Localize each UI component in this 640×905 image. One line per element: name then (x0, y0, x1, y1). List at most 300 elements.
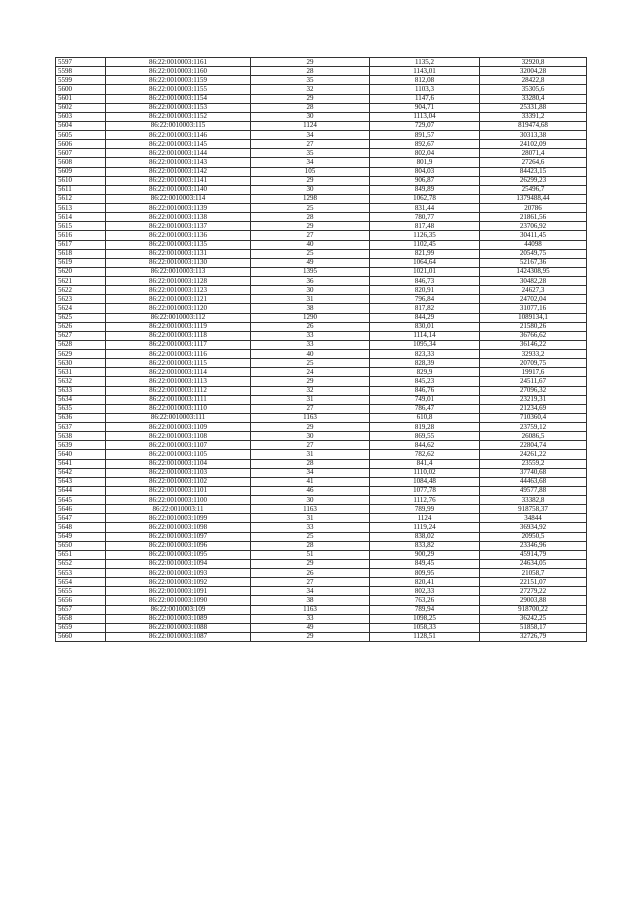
area-cell: 1163 (251, 605, 370, 614)
row-number-cell: 5629 (56, 350, 106, 359)
row-number-cell: 5633 (56, 386, 106, 395)
area-cell: 28 (251, 67, 370, 76)
specific-value-cell: 801,9 (370, 158, 480, 167)
row-number-cell: 5643 (56, 477, 106, 486)
specific-value-cell: 1098,25 (370, 614, 480, 623)
area-cell: 30 (251, 185, 370, 194)
area-cell: 28 (251, 213, 370, 222)
cadastral-value-cell: 26086,5 (480, 432, 587, 441)
cadastral-value-cell: 32004,28 (480, 67, 587, 76)
specific-value-cell: 844,29 (370, 313, 480, 322)
specific-value-cell: 763,26 (370, 596, 480, 605)
specific-value-cell: 819,28 (370, 423, 480, 432)
table-row (56, 596, 587, 605)
area-cell: 27 (251, 578, 370, 587)
area-cell: 34 (251, 131, 370, 140)
cadastral-number-cell: 86:22:0010003:1112 (106, 386, 251, 395)
area-cell: 1163 (251, 413, 370, 422)
specific-value-cell: 796,84 (370, 295, 480, 304)
area-cell: 32 (251, 386, 370, 395)
area-cell: 26 (251, 569, 370, 578)
area-cell: 33 (251, 331, 370, 340)
cadastral-number-cell: 86:22:0010003:1114 (106, 368, 251, 377)
table-row (56, 505, 587, 514)
row-number-cell: 5645 (56, 496, 106, 505)
row-number-cell: 5606 (56, 140, 106, 149)
row-number-cell: 5627 (56, 331, 106, 340)
area-cell: 25 (251, 532, 370, 541)
specific-value-cell: 1113,04 (370, 112, 480, 121)
area-cell: 1124 (251, 121, 370, 130)
cadastral-value-cell: 32726,79 (480, 632, 587, 641)
row-number-cell: 5654 (56, 578, 106, 587)
table-row (56, 587, 587, 596)
specific-value-cell: 789,99 (370, 505, 480, 514)
specific-value-cell: 729,07 (370, 121, 480, 130)
specific-value-cell: 782,62 (370, 450, 480, 459)
table-row (56, 267, 587, 276)
table-row (56, 222, 587, 231)
row-number-cell: 5604 (56, 121, 106, 130)
table-row (56, 131, 587, 140)
cadastral-value-cell: 33391,2 (480, 112, 587, 121)
row-number-cell: 5614 (56, 213, 106, 222)
cadastral-number-cell: 86:22:0010003:1116 (106, 350, 251, 359)
cadastral-number-cell: 86:22:0010003:1123 (106, 286, 251, 295)
area-cell: 29 (251, 377, 370, 386)
table-row (56, 559, 587, 568)
specific-value-cell: 780,77 (370, 213, 480, 222)
specific-value-cell: 610,8 (370, 413, 480, 422)
area-cell: 26 (251, 322, 370, 331)
cadastral-number-cell: 86:22:0010003:1102 (106, 477, 251, 486)
cadastral-number-cell: 86:22:0010003:1117 (106, 340, 251, 349)
cadastral-value-cell: 24261,22 (480, 450, 587, 459)
row-number-cell: 5626 (56, 322, 106, 331)
row-number-cell: 5646 (56, 505, 106, 514)
cadastral-value-table (55, 57, 587, 642)
table-row (56, 605, 587, 614)
cadastral-number-cell: 86:22:0010003:1118 (106, 331, 251, 340)
cadastral-number-cell: 86:22:0010003:1120 (106, 304, 251, 313)
row-number-cell: 5631 (56, 368, 106, 377)
row-number-cell: 5640 (56, 450, 106, 459)
cadastral-value-cell: 33280,4 (480, 94, 587, 103)
table-row (56, 249, 587, 258)
row-number-cell: 5648 (56, 523, 106, 532)
table-row (56, 496, 587, 505)
area-cell: 36 (251, 277, 370, 286)
area-cell: 35 (251, 76, 370, 85)
row-number-cell: 5628 (56, 340, 106, 349)
cadastral-value-cell: 25331,88 (480, 103, 587, 112)
table-row (56, 58, 587, 67)
cadastral-number-cell: 86:22:0010003:1143 (106, 158, 251, 167)
table-row (56, 67, 587, 76)
row-number-cell: 5638 (56, 432, 106, 441)
cadastral-number-cell: 86:22:0010003:1110 (106, 404, 251, 413)
cadastral-value-cell: 49577,88 (480, 486, 587, 495)
cadastral-value-cell: 30482,28 (480, 277, 587, 286)
cadastral-value-cell: 22804,74 (480, 441, 587, 450)
table-row (56, 340, 587, 349)
cadastral-value-cell: 23706,92 (480, 222, 587, 231)
specific-value-cell: 904,71 (370, 103, 480, 112)
table-row (56, 331, 587, 340)
table-row (56, 614, 587, 623)
specific-value-cell: 828,39 (370, 359, 480, 368)
cadastral-value-cell: 32920,8 (480, 58, 587, 67)
cadastral-value-cell: 23559,2 (480, 459, 587, 468)
cadastral-number-cell: 86:22:0010003:1108 (106, 432, 251, 441)
table-row (56, 277, 587, 286)
row-number-cell: 5647 (56, 514, 106, 523)
table-row (56, 94, 587, 103)
row-number-cell: 5600 (56, 85, 106, 94)
table-row (56, 121, 587, 130)
specific-value-cell: 1126,35 (370, 231, 480, 240)
table-row (56, 432, 587, 441)
row-number-cell: 5601 (56, 94, 106, 103)
cadastral-number-cell: 86:22:0010003:1136 (106, 231, 251, 240)
table-row (56, 569, 587, 578)
cadastral-number-cell: 86:22:0010003:1144 (106, 149, 251, 158)
cadastral-value-cell: 25496,7 (480, 185, 587, 194)
specific-value-cell: 1064,64 (370, 258, 480, 267)
area-cell: 25 (251, 359, 370, 368)
cadastral-value-cell: 36242,25 (480, 614, 587, 623)
table-row (56, 450, 587, 459)
table-row (56, 140, 587, 149)
specific-value-cell: 846,73 (370, 277, 480, 286)
specific-value-cell: 838,02 (370, 532, 480, 541)
specific-value-cell: 849,45 (370, 559, 480, 568)
specific-value-cell: 820,91 (370, 286, 480, 295)
area-cell: 40 (251, 240, 370, 249)
cadastral-number-cell: 86:22:0010003:1137 (106, 222, 251, 231)
cadastral-value-cell: 36146,22 (480, 340, 587, 349)
row-number-cell: 5618 (56, 249, 106, 258)
specific-value-cell: 1112,76 (370, 496, 480, 505)
area-cell: 27 (251, 404, 370, 413)
row-number-cell: 5655 (56, 587, 106, 596)
area-cell: 31 (251, 450, 370, 459)
cadastral-value-cell: 918700,22 (480, 605, 587, 614)
row-number-cell: 5635 (56, 404, 106, 413)
row-number-cell: 5637 (56, 423, 106, 432)
cadastral-value-cell: 21058,7 (480, 569, 587, 578)
cadastral-number-cell: 86:22:0010003:1096 (106, 541, 251, 550)
table-row (56, 258, 587, 267)
specific-value-cell: 812,08 (370, 76, 480, 85)
area-cell: 38 (251, 596, 370, 605)
area-cell: 1163 (251, 505, 370, 514)
specific-value-cell: 1147,6 (370, 94, 480, 103)
area-cell: 24 (251, 368, 370, 377)
row-number-cell: 5624 (56, 304, 106, 313)
row-number-cell: 5649 (56, 532, 106, 541)
area-cell: 27 (251, 140, 370, 149)
cadastral-value-cell: 819474,68 (480, 121, 587, 130)
area-cell: 30 (251, 112, 370, 121)
area-cell: 34 (251, 158, 370, 167)
cadastral-value-cell: 30313,38 (480, 131, 587, 140)
table-row (56, 468, 587, 477)
cadastral-number-cell: 86:22:0010003:109 (106, 605, 251, 614)
area-cell: 29 (251, 632, 370, 641)
cadastral-number-cell: 86:22:0010003:1146 (106, 131, 251, 140)
specific-value-cell: 786,47 (370, 404, 480, 413)
table-row (56, 350, 587, 359)
specific-value-cell: 830,01 (370, 322, 480, 331)
specific-value-cell: 1110,02 (370, 468, 480, 477)
area-cell: 32 (251, 85, 370, 94)
cadastral-number-cell: 86:22:0010003:1139 (106, 204, 251, 213)
cadastral-number-cell: 86:22:0010003:112 (106, 313, 251, 322)
table-body (56, 58, 587, 642)
specific-value-cell: 820,41 (370, 578, 480, 587)
area-cell: 28 (251, 459, 370, 468)
cadastral-value-cell: 84423,15 (480, 167, 587, 176)
table-row (56, 578, 587, 587)
cadastral-number-cell: 86:22:0010003:113 (106, 267, 251, 276)
specific-value-cell: 1103,3 (370, 85, 480, 94)
cadastral-number-cell: 86:22:0010003:1152 (106, 112, 251, 121)
specific-value-cell: 817,82 (370, 304, 480, 313)
cadastral-number-cell: 86:22:0010003:1103 (106, 468, 251, 477)
table-row (56, 286, 587, 295)
row-number-cell: 5653 (56, 569, 106, 578)
cadastral-value-cell: 26299,23 (480, 176, 587, 185)
cadastral-number-cell: 86:22:0010003:1155 (106, 85, 251, 94)
row-number-cell: 5620 (56, 267, 106, 276)
cadastral-number-cell: 86:22:0010003:1128 (106, 277, 251, 286)
cadastral-number-cell: 86:22:0010003:1095 (106, 550, 251, 559)
cadastral-value-cell: 20549,75 (480, 249, 587, 258)
table-row (56, 514, 587, 523)
row-number-cell: 5607 (56, 149, 106, 158)
table-row (56, 404, 587, 413)
table-row (56, 204, 587, 213)
area-cell: 105 (251, 167, 370, 176)
row-number-cell: 5613 (56, 204, 106, 213)
row-number-cell: 5639 (56, 441, 106, 450)
specific-value-cell: 1135,2 (370, 58, 480, 67)
row-number-cell: 5660 (56, 632, 106, 641)
cadastral-value-cell: 36766,62 (480, 331, 587, 340)
row-number-cell: 5611 (56, 185, 106, 194)
table-row (56, 359, 587, 368)
cadastral-value-cell: 29003,88 (480, 596, 587, 605)
table-row (56, 149, 587, 158)
table-row (56, 76, 587, 85)
specific-value-cell: 869,55 (370, 432, 480, 441)
cadastral-number-cell: 86:22:0010003:1100 (106, 496, 251, 505)
table-row (56, 423, 587, 432)
cadastral-number-cell: 86:22:0010003:1087 (106, 632, 251, 641)
row-number-cell: 5623 (56, 295, 106, 304)
table-row (56, 112, 587, 121)
cadastral-number-cell: 86:22:0010003:1101 (106, 486, 251, 495)
cadastral-value-cell: 21580,26 (480, 322, 587, 331)
cadastral-number-cell: 86:22:0010003:11 (106, 505, 251, 514)
row-number-cell: 5652 (56, 559, 106, 568)
specific-value-cell: 844,62 (370, 441, 480, 450)
area-cell: 35 (251, 149, 370, 158)
area-cell: 29 (251, 176, 370, 185)
specific-value-cell: 1143,01 (370, 67, 480, 76)
cadastral-number-cell: 86:22:0010003:1099 (106, 514, 251, 523)
area-cell: 30 (251, 286, 370, 295)
row-number-cell: 5641 (56, 459, 106, 468)
cadastral-number-cell: 86:22:0010003:1140 (106, 185, 251, 194)
cadastral-number-cell: 86:22:0010003:1093 (106, 569, 251, 578)
table-row (56, 386, 587, 395)
area-cell: 1395 (251, 267, 370, 276)
cadastral-value-cell: 27264,6 (480, 158, 587, 167)
table-row (56, 623, 587, 632)
specific-value-cell: 1062,78 (370, 194, 480, 203)
row-number-cell: 5617 (56, 240, 106, 249)
cadastral-value-cell: 20709,75 (480, 359, 587, 368)
row-number-cell: 5656 (56, 596, 106, 605)
cadastral-value-cell: 37740,68 (480, 468, 587, 477)
row-number-cell: 5609 (56, 167, 106, 176)
area-cell: 51 (251, 550, 370, 559)
cadastral-number-cell: 86:22:0010003:115 (106, 121, 251, 130)
cadastral-number-cell: 86:22:0010003:1130 (106, 258, 251, 267)
row-number-cell: 5650 (56, 541, 106, 550)
row-number-cell: 5602 (56, 103, 106, 112)
table-row (56, 158, 587, 167)
table-row (56, 304, 587, 313)
area-cell: 49 (251, 258, 370, 267)
cadastral-number-cell: 86:22:0010003:114 (106, 194, 251, 203)
area-cell: 49 (251, 623, 370, 632)
cadastral-value-cell: 51858,17 (480, 623, 587, 632)
row-number-cell: 5612 (56, 194, 106, 203)
cadastral-number-cell: 86:22:0010003:1135 (106, 240, 251, 249)
specific-value-cell: 841,4 (370, 459, 480, 468)
table-row (56, 194, 587, 203)
area-cell: 34 (251, 587, 370, 596)
row-number-cell: 5610 (56, 176, 106, 185)
cadastral-number-cell: 86:22:0010003:1141 (106, 176, 251, 185)
cadastral-number-cell: 86:22:0010003:111 (106, 413, 251, 422)
table-row (56, 477, 587, 486)
row-number-cell: 5658 (56, 614, 106, 623)
area-cell: 31 (251, 295, 370, 304)
area-cell: 33 (251, 523, 370, 532)
area-cell: 28 (251, 541, 370, 550)
row-number-cell: 5632 (56, 377, 106, 386)
specific-value-cell: 846,76 (370, 386, 480, 395)
row-number-cell: 5636 (56, 413, 106, 422)
cadastral-number-cell: 86:22:0010003:1145 (106, 140, 251, 149)
area-cell: 38 (251, 304, 370, 313)
specific-value-cell: 1114,14 (370, 331, 480, 340)
cadastral-number-cell: 86:22:0010003:1154 (106, 94, 251, 103)
cadastral-value-cell: 34844 (480, 514, 587, 523)
document-page (55, 57, 586, 642)
table-row (56, 176, 587, 185)
cadastral-number-cell: 86:22:0010003:1097 (106, 532, 251, 541)
specific-value-cell: 1119,24 (370, 523, 480, 532)
specific-value-cell: 821,99 (370, 249, 480, 258)
cadastral-number-cell: 86:22:0010003:1090 (106, 596, 251, 605)
cadastral-value-cell: 30411,45 (480, 231, 587, 240)
area-cell: 29 (251, 222, 370, 231)
specific-value-cell: 809,95 (370, 569, 480, 578)
area-cell: 30 (251, 432, 370, 441)
table-row (56, 103, 587, 112)
cadastral-number-cell: 86:22:0010003:1121 (106, 295, 251, 304)
cadastral-value-cell: 31077,16 (480, 304, 587, 313)
table-row (56, 313, 587, 322)
specific-value-cell: 892,67 (370, 140, 480, 149)
cadastral-value-cell: 28071,4 (480, 149, 587, 158)
cadastral-number-cell: 86:22:0010003:1113 (106, 377, 251, 386)
cadastral-value-cell: 22151,07 (480, 578, 587, 587)
cadastral-value-cell: 23346,96 (480, 541, 587, 550)
cadastral-number-cell: 86:22:0010003:1091 (106, 587, 251, 596)
cadastral-value-cell: 21234,69 (480, 404, 587, 413)
table-row (56, 459, 587, 468)
area-cell: 34 (251, 468, 370, 477)
area-cell: 1298 (251, 194, 370, 203)
row-number-cell: 5644 (56, 486, 106, 495)
area-cell: 40 (251, 350, 370, 359)
cadastral-value-cell: 20786 (480, 204, 587, 213)
specific-value-cell: 802,33 (370, 587, 480, 596)
table-row (56, 632, 587, 641)
cadastral-value-cell: 35305,6 (480, 85, 587, 94)
specific-value-cell: 845,23 (370, 377, 480, 386)
area-cell: 30 (251, 496, 370, 505)
table-row (56, 541, 587, 550)
area-cell: 1290 (251, 313, 370, 322)
table-row (56, 413, 587, 422)
specific-value-cell: 833,82 (370, 541, 480, 550)
table-row (56, 167, 587, 176)
cadastral-value-cell: 44463,68 (480, 477, 587, 486)
area-cell: 29 (251, 559, 370, 568)
cadastral-number-cell: 86:22:0010003:1092 (106, 578, 251, 587)
cadastral-value-cell: 33382,8 (480, 496, 587, 505)
cadastral-value-cell: 21861,56 (480, 213, 587, 222)
specific-value-cell: 891,57 (370, 131, 480, 140)
area-cell: 41 (251, 477, 370, 486)
row-number-cell: 5621 (56, 277, 106, 286)
area-cell: 25 (251, 249, 370, 258)
row-number-cell: 5615 (56, 222, 106, 231)
cadastral-value-cell: 710360,4 (480, 413, 587, 422)
specific-value-cell: 1095,34 (370, 340, 480, 349)
table-row (56, 377, 587, 386)
area-cell: 33 (251, 340, 370, 349)
table-row (56, 185, 587, 194)
cadastral-value-cell: 23759,12 (480, 423, 587, 432)
row-number-cell: 5634 (56, 395, 106, 404)
cadastral-value-cell: 19917,6 (480, 368, 587, 377)
cadastral-value-cell: 28422,8 (480, 76, 587, 85)
cadastral-value-cell: 36934,92 (480, 523, 587, 532)
area-cell: 29 (251, 423, 370, 432)
specific-value-cell: 1102,45 (370, 240, 480, 249)
cadastral-number-cell: 86:22:0010003:1119 (106, 322, 251, 331)
row-number-cell: 5605 (56, 131, 106, 140)
specific-value-cell: 1124 (370, 514, 480, 523)
